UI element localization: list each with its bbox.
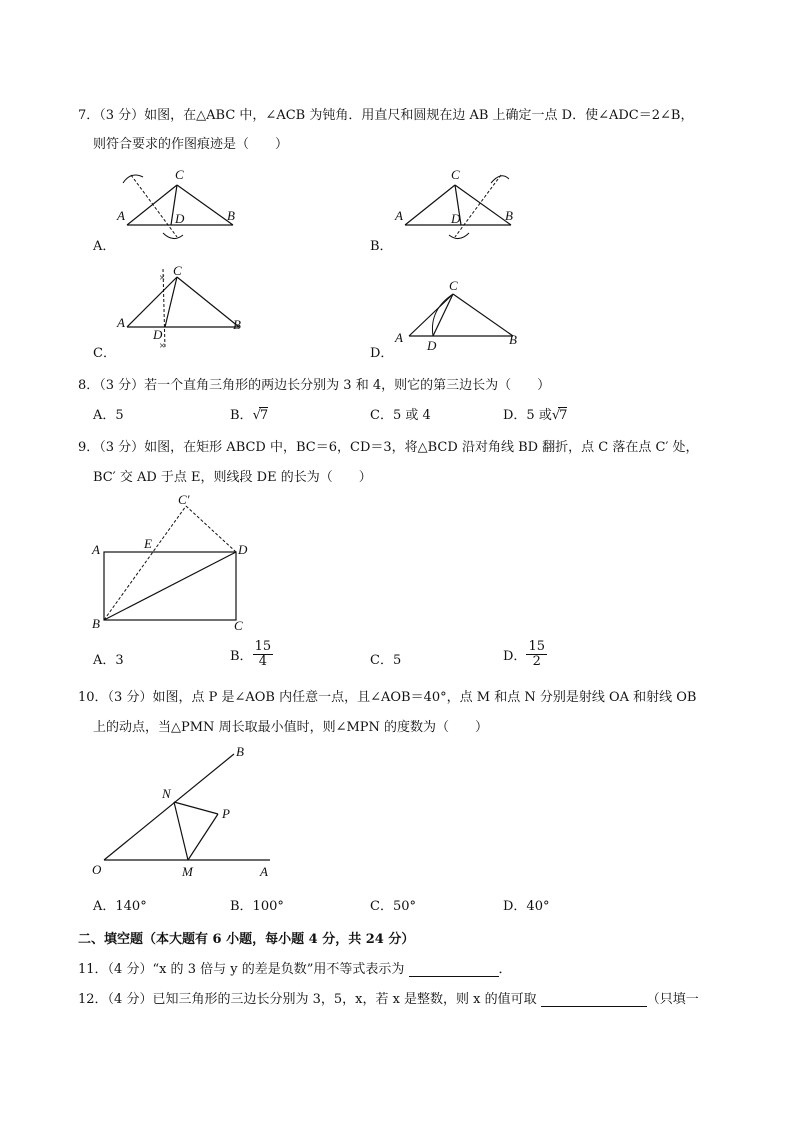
q7-figure-a — [115, 165, 245, 245]
q7d-label-c: C — [449, 278, 458, 293]
q10-option-c[interactable]: C．50° — [370, 899, 416, 914]
q10-option-a[interactable]: A．140° — [93, 899, 147, 914]
q9-option-d[interactable] — [503, 640, 547, 669]
q9-option-d-prefix: D． — [503, 649, 527, 664]
q9-label-c: C — [234, 618, 243, 633]
q7b-label-c: C — [451, 167, 460, 182]
q9-figure — [90, 492, 260, 642]
q10-option-d[interactable]: D．40° — [503, 899, 550, 914]
q7a-label-b: B — [227, 208, 235, 223]
q7d-label-b: B — [509, 332, 517, 347]
q8-option-b[interactable]: B．√7 — [230, 408, 269, 423]
q9-option-c[interactable]: C．5 — [370, 653, 402, 668]
q9-label-b: B — [92, 616, 100, 631]
q10-figure — [90, 744, 290, 884]
q9-option-b-prefix: B． — [230, 649, 253, 664]
q9-label-cprime: C′ — [178, 492, 190, 507]
q12-tail: （只填一 — [646, 992, 699, 1007]
q7c-label-b: B — [233, 317, 241, 332]
q7b-label-d: D — [451, 211, 461, 226]
q9-label-e: E — [144, 536, 152, 551]
q11-text: 11．（4 分）“x 的 3 倍与 y 的差是负数”用不等式表示为 — [78, 962, 405, 977]
q9-option-b-fraction: $\frac{15}{4}$ — [254, 639, 272, 669]
q9-option-d-fraction: $\frac{15}{2}$ — [528, 639, 545, 669]
q7a-label-a: A — [117, 208, 125, 223]
q12-answer-blank[interactable] — [541, 992, 647, 1007]
q7-option-b[interactable]: B． — [370, 239, 393, 254]
q11-tail: ． — [498, 962, 512, 977]
q8-option-a[interactable]: A．5 — [93, 408, 124, 423]
q9-line2: BC′ 交 AD 于点 E，则线段 DE 的长为（ ） — [93, 470, 372, 485]
q12-text: 12．（4 分）已知三角形的三边长分别为 3，5，x，若 x 是整数，则 x 的值可取 — [78, 992, 537, 1007]
q10-label-n: N — [162, 786, 171, 801]
q9-label-a: A — [92, 542, 100, 557]
q12-line — [78, 988, 699, 1007]
q8-option-d[interactable]: D．5 或√7 — [503, 408, 568, 423]
q7-option-a[interactable]: A． — [93, 239, 116, 254]
q10-line1: 10．（3 分）如图，点 P 是∠AOB 内任意一点，且∠AOB＝40°，点 M 和点 N 分别是射线 OA 和射线 OB — [78, 690, 697, 705]
q10-label-b: B — [236, 744, 244, 759]
q10-label-o: O — [92, 862, 102, 877]
svg-text:×: × — [159, 272, 166, 284]
q8-text: 8．（3 分）若一个直角三角形的两边长分别为 3 和 4，则它的第三边长为（ ） — [78, 378, 551, 393]
q7-option-c[interactable]: C． — [93, 346, 116, 361]
q7-line2: 则符合要求的作图痕迹是（ ） — [93, 137, 289, 152]
q7c-label-a: A — [117, 315, 125, 330]
q11-line — [78, 958, 512, 977]
q7-figure-c — [115, 265, 255, 355]
q10-label-p: P — [222, 806, 230, 821]
section-heading: 二、填空题（本大题有 6 小题，每小题 4 分，共 24 分） — [78, 932, 415, 947]
q7c-label-d: D — [153, 327, 163, 342]
q9-line1: 9．（3 分）如图，在矩形 ABCD 中，BC＝6，CD＝3，将△BCD 沿对角线 BD 翻折，点 C 落在点 C′ 处， — [78, 440, 699, 455]
q9-option-a[interactable]: A．3 — [93, 653, 124, 668]
q7d-label-d: D — [427, 338, 437, 353]
q7b-label-b: B — [505, 208, 513, 223]
q10-label-m: M — [182, 864, 193, 879]
svg-text:×: × — [159, 340, 166, 352]
q7-option-d[interactable]: D． — [370, 346, 394, 361]
q7d-label-a: A — [395, 330, 403, 345]
q7-figure-b — [393, 165, 523, 245]
q10-line2: 上的动点，当△PMN 周长取最小值时，则∠MPN 的度数为（ ） — [93, 720, 489, 735]
q8-option-b-prefix: B． — [230, 408, 253, 423]
q8-option-d-sqrt: 7 — [559, 408, 568, 423]
q9-label-d: D — [238, 542, 248, 557]
q7-line1: 7．（3 分）如图，在△ABC 中，∠ACB 为钝角．用直尺和圆规在边 AB 上确定一点 D．使∠ADC＝2∠B， — [78, 108, 694, 123]
q10-option-b[interactable]: B．100° — [230, 899, 284, 914]
q9-option-b[interactable] — [230, 640, 273, 669]
q7c-label-c: C — [173, 263, 182, 278]
q8-option-d-prefix: D．5 或 — [503, 408, 552, 423]
q10-label-a: A — [260, 864, 268, 879]
q7-figure-d — [393, 280, 533, 360]
q8-option-c[interactable]: C．5 或 4 — [370, 408, 431, 423]
q8-option-b-sqrt: 7 — [259, 408, 269, 423]
q11-answer-blank[interactable] — [409, 962, 499, 977]
q7a-label-c: C — [175, 167, 184, 182]
q7b-label-a: A — [395, 208, 403, 223]
q7a-label-d: D — [175, 211, 185, 226]
